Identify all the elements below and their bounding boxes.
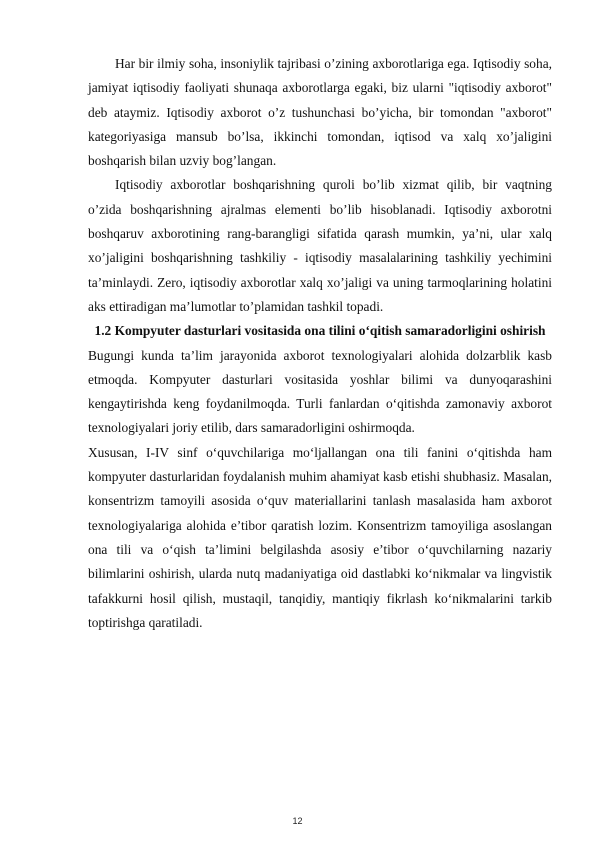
paragraph-primary-school-native-language: Xususan, I-IV sinf o‘quvchilariga mo‘ljallangan ona tili fanini o‘qitishda ham kompyuter dasturlaridan foydalanish muhim ahamiyat kasb etishi shubhasiz. Masalan, konsentrizm tamoyili asosida o‘quv materiallarini tanlash masalasida ham axborot texnologiyalariga alohida e’tibor qaratish lozim. Konsentrizm tamoyiliga asoslangan ona tili va o‘qish ta’limini belgilashda asosiy e’tibor o‘quvchilarning nazariy bilimlarini oshirish, ularda nutq madaniyatiga oid dastlabki ko‘nikmalar va lingvistik tafakkurni hosil qilish, mustaqil, tanqidiy, mantiqiy fikrlash ko‘nikmalarini tarkib toptirishga qaratiladi. — [88, 444, 552, 630]
paragraph-economic-information: Har bir ilmiy soha, insoniylik tajribasi o’zining axborotlariga ega. Iqtisodiy soha, jamiyat iqtisodiy faoliyati shunaqa axborotlarga egaki, biz ularni "iqtisodiy axborot" deb ataymiz. Iqtisodiy axborot o’z tushunchasi bo’yicha, bir tomondan "axborot" kategoriyasiga mansub bo’lsa, ikkinchi tomondan, iqtisod va xalq xo’jaligini boshqarish bilan uzviy bog’langan. — [88, 56, 552, 169]
paragraph-it-in-education: Bugungi kunda ta’lim jarayonida axborot texnologiyalari alohida dolzarblik kasb etmoqda. Kompyuter dasturlari vositasida yoshlar bilimi va dunyoqarashini kengaytirishda keng foydanilmoqda. Turli fanlardan o‘qitishda zamonaviy axborot texnologiyalari joriy etilib, dars samaradorligini oshirmoqda. — [88, 347, 552, 436]
document-page — [88, 52, 552, 635]
paragraph-economic-management: Iqtisodiy axborotlar boshqarishning quroli bo’lib xizmat qilib, bir vaqtning o’zida boshqarishning ajralmas elementi bo’lib hisoblanadi. Iqtisodiy axborotni boshqaruv axborotining rang-barangligi sifatida qarash mumkin, ya’ni, ular xalq xo’jaligini boshqarishning tashkiliy - iqtisodiy masalalarining tashkiliy yechimini ta’minlaydi. Zero, iqtisodiy axborotlar xalq xo’jaligi va uning tarmoqlarining holatini aks ettiradigan ma’lumotlar to’plamidan tashkil topadi. — [88, 177, 552, 314]
page-number: 12 — [292, 816, 303, 826]
section-heading: 1.2 Kompyuter dasturlari vositasida ona tilini o‘qitish samaradorligini oshirish — [94, 323, 546, 339]
